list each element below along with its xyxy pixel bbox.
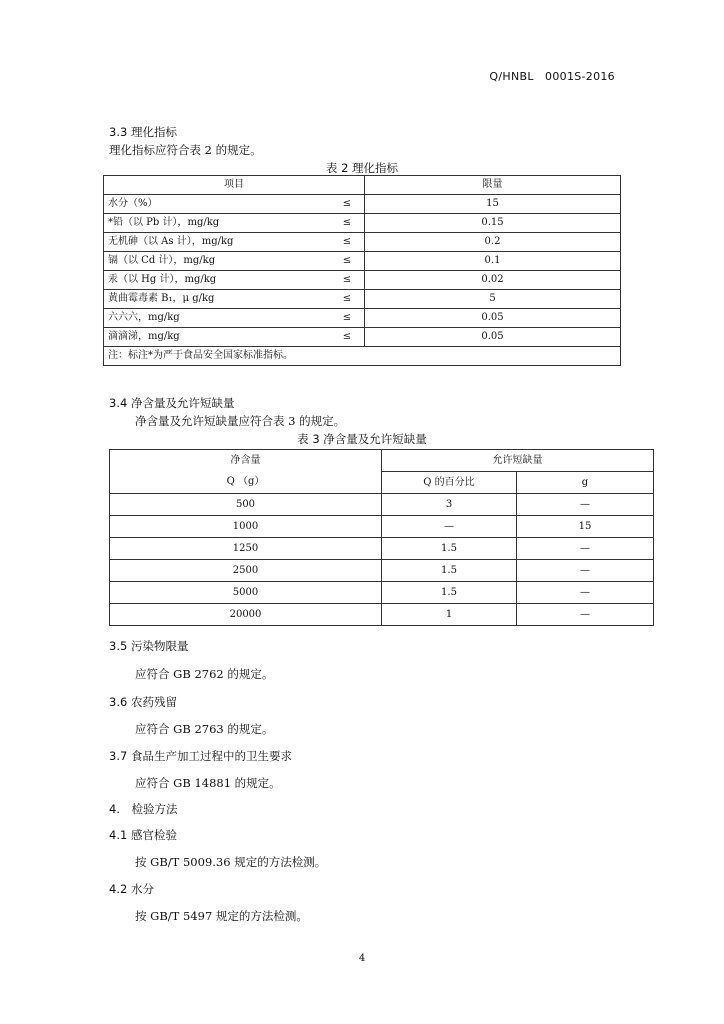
table-cell: 黄曲霉毒素 B₁，μ g/kg	[104, 290, 331, 309]
table-cell: —	[517, 582, 654, 604]
table-header-row	[110, 472, 654, 494]
table-cell: 1250	[110, 538, 382, 560]
table-row	[104, 309, 621, 328]
section-3-5-heading: 3.5 污染物限量	[109, 639, 189, 653]
table-cell: 1.5	[382, 560, 517, 582]
section-3-3-heading: 3.3 理化指标	[109, 125, 177, 139]
table-row	[110, 494, 654, 516]
table-row	[110, 604, 654, 626]
standard-code: Q/HNBL 0001S-2016	[489, 70, 615, 83]
table-cell: 0.02	[365, 271, 621, 290]
table-cell: ≤	[330, 309, 365, 328]
table-cell: 5000	[110, 582, 382, 604]
table-row	[104, 252, 621, 271]
table-header-row	[104, 176, 621, 195]
table-cell: 水分（%）	[104, 195, 331, 214]
section-3-3-text: 理化指标应符合表 2 的规定。	[109, 143, 262, 157]
table-cell: 500	[110, 494, 382, 516]
section-4-2-heading: 4.2 水分	[109, 882, 154, 896]
table-cell: ≤	[330, 271, 365, 290]
table-row	[104, 328, 621, 347]
table-cell: 1.5	[382, 582, 517, 604]
table-row	[104, 290, 621, 309]
table-3-title: 表 3 净含量及允许短缺量	[297, 432, 427, 446]
section-4-1-heading: 4.1 感官检验	[109, 828, 177, 842]
table-cell: 0.2	[365, 233, 621, 252]
table-cell: 0.15	[365, 214, 621, 233]
table-cell: 5	[365, 290, 621, 309]
table-cell: 滴滴涕，mg/kg	[104, 328, 331, 347]
table-header-cell: Q （g）	[110, 472, 382, 494]
table-cell: —	[517, 494, 654, 516]
section-3-5-text: 应符合 GB 2762 的规定。	[135, 667, 274, 681]
table-cell: 15	[517, 516, 654, 538]
section-3-6-heading: 3.6 农药残留	[109, 695, 177, 709]
page-number: 4	[358, 953, 366, 964]
table-cell: —	[382, 516, 517, 538]
section-4-2-text: 按 GB/T 5497 规定的方法检测。	[135, 909, 308, 923]
table-cell: 15	[365, 195, 621, 214]
table-header-cell: 净含量	[110, 450, 382, 472]
table-header-cell: Q 的百分比	[382, 472, 517, 494]
table-cell: 六六六，mg/kg	[104, 309, 331, 328]
table-cell: 1	[382, 604, 517, 626]
section-3-7-text: 应符合 GB 14881 的规定。	[135, 776, 281, 790]
table-cell: *铅（以 Pb 计），mg/kg	[104, 214, 331, 233]
table-cell: ≤	[330, 290, 365, 309]
table-cell: 镉（以 Cd 计），mg/kg	[104, 252, 331, 271]
section-3-6-text: 应符合 GB 2763 的规定。	[135, 722, 274, 736]
table-cell: 3	[382, 494, 517, 516]
table-cell: —	[517, 560, 654, 582]
section-3-4-text: 净含量及允许短缺量应符合表 3 的规定。	[135, 414, 346, 428]
table-row	[110, 560, 654, 582]
table-row	[104, 233, 621, 252]
table-row	[110, 538, 654, 560]
table-header-cell: g	[517, 472, 654, 494]
section-3-4-heading: 3.4 净含量及允许短缺量	[109, 396, 235, 410]
table-row	[104, 195, 621, 214]
table-cell: ≤	[330, 252, 365, 271]
table-cell: ≤	[330, 233, 365, 252]
table-header-cell: 允许短缺量	[382, 450, 654, 472]
table-row	[110, 516, 654, 538]
table-cell: 1000	[110, 516, 382, 538]
table-cell: 汞（以 Hg 计），mg/kg	[104, 271, 331, 290]
table-cell: 0.05	[365, 309, 621, 328]
table-cell: 0.05	[365, 328, 621, 347]
table-cell: 1.5	[382, 538, 517, 560]
table-cell: —	[517, 604, 654, 626]
table-cell: ≤	[330, 195, 365, 214]
table-cell: ≤	[330, 328, 365, 347]
table-note-row	[104, 347, 621, 366]
section-3-7-heading: 3.7 食品生产加工过程中的卫生要求	[109, 749, 292, 763]
table-row	[110, 582, 654, 604]
table-cell: 无机砷（以 As 计），mg/kg	[104, 233, 331, 252]
table-cell: 0.1	[365, 252, 621, 271]
table-3	[109, 449, 654, 626]
table-2-title: 表 2 理化指标	[325, 161, 399, 175]
table-2	[103, 175, 621, 366]
table-note: 注：标注*为严于食品安全国家标准指标。	[104, 347, 621, 366]
table-header-cell: 限量	[365, 176, 621, 195]
table-cell: —	[517, 538, 654, 560]
section-4-1-text: 按 GB/T 5009.36 规定的方法检测。	[135, 855, 327, 869]
table-row	[104, 214, 621, 233]
table-header-row	[110, 450, 654, 472]
table-header-cell: 项目	[104, 176, 365, 195]
table-row	[104, 271, 621, 290]
table-cell: ≤	[330, 214, 365, 233]
table-cell: 2500	[110, 560, 382, 582]
section-4-heading: 4. 检验方法	[109, 802, 178, 816]
table-cell: 20000	[110, 604, 382, 626]
